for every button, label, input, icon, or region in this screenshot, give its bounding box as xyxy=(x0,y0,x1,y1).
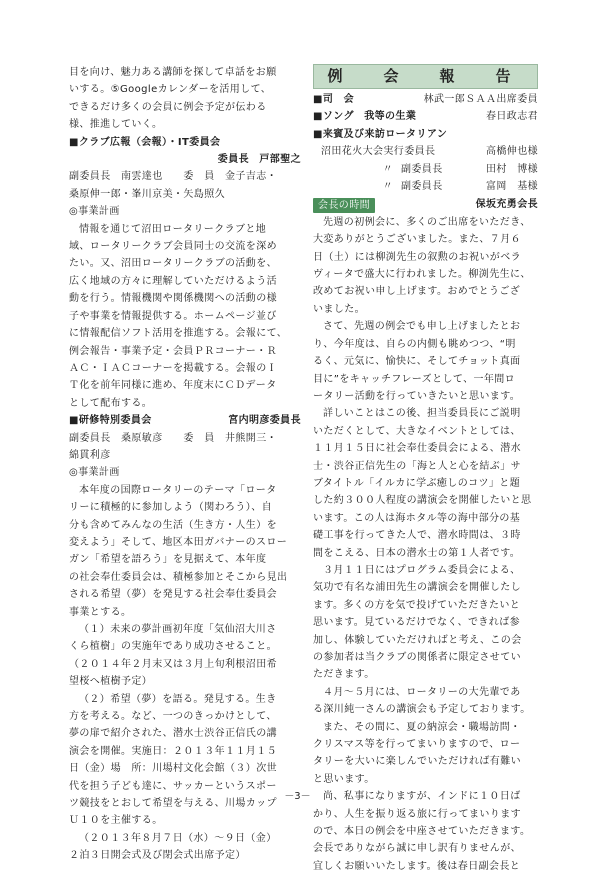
pr-committee-members: 副委員長 南雲達也 委 員 金子吉志・ xyxy=(69,171,277,183)
text-line: 変えよう」そして、地区本田ガバナーのスロー xyxy=(69,536,288,548)
text-line: ２泊３日開会式及び閉会式出席予定） xyxy=(69,850,246,862)
scholarship-dates xyxy=(69,830,301,865)
role-name: 春日政志君 xyxy=(486,111,538,123)
guest-name: 高橋伸也様 xyxy=(486,146,538,158)
text-line: 望桜へ植樹予定） xyxy=(69,676,153,688)
intro-paragraph xyxy=(69,64,301,134)
text-line: クリスマス等を行ってまいりますので、ロー xyxy=(313,739,521,751)
text-line: 礎工事を行ってきた人で、潜水時間は、３時 xyxy=(313,530,521,542)
pr-plan-text xyxy=(69,221,301,412)
text-line: できるだけ多くの会員に例会予定が伝わる xyxy=(69,101,267,113)
text-line: 間をこえる、日本の潜水士の第１人者です。 xyxy=(313,547,521,559)
text-line: の参加者は当クラブの関係者に限定させてい xyxy=(313,652,521,663)
text-line: 演会を開催。実施日：２０１３年１１月１５ xyxy=(69,745,277,757)
text-line: 日（土）には柳渕先生の叙勲のお祝いがベラ xyxy=(313,251,521,263)
pr-committee-heading: ■クラブ広報（会報）・IT委員会 xyxy=(69,136,221,148)
page-number: －3－ xyxy=(284,791,311,802)
text-line: ガン「希望を語ろう」を見据えて、本年度 xyxy=(69,554,267,566)
speech-paragraph xyxy=(313,562,538,684)
ditto-mark: 〃 xyxy=(382,163,393,175)
text-line: さて、先週の例会でも申し上げましたとお xyxy=(323,321,521,333)
text-line: （２０１４年２月末又は３月上旬利根沼田希 xyxy=(69,658,277,670)
guest-name: 田村 博様 xyxy=(486,163,538,175)
text-line: くら植樹」の実施年であり成功させること。 xyxy=(69,641,277,653)
text-line: 気功で有名な浦田先生の講演会を開催したし xyxy=(313,582,521,594)
speech-paragraph xyxy=(313,318,538,405)
text-line: 夢の扉で紹介された、潜水士渋谷正信氏の講 xyxy=(69,728,277,740)
text-line: ので、本日の例会を中座させていただきます。 xyxy=(313,826,531,838)
text-line: ただきます。 xyxy=(313,669,375,681)
text-line: また、その間に、夏の納涼会・職場訪問・ xyxy=(323,721,521,733)
text-line: される希望（夢）を発見する社会奉仕委員会 xyxy=(69,589,277,601)
text-line: として配布する。 xyxy=(69,397,153,409)
scholarship-heading-row xyxy=(69,412,301,429)
text-line: に情報配信ソフト活用を推進する。会報にて、 xyxy=(69,328,288,340)
text-line: 詳しいことはこの後、担当委員長にご説明 xyxy=(323,408,521,420)
pr-committee-members: 桑原伸一郎・峯川京美・矢島照久 xyxy=(69,188,225,200)
text-line: 宜しくお願いいたします。後は春日副会長と xyxy=(313,860,521,872)
text-line: 日（金）場 所：川場村文化会館（３）次世 xyxy=(69,763,277,775)
text-line: した約３００人程度の講演会を開催したいと思 xyxy=(313,495,532,507)
text-line: 思います。見ているだけでなく、できれば参 xyxy=(313,617,520,629)
text-line: 先週の初例会に、多くのご出席をいただき、 xyxy=(323,216,531,228)
text-line: ＡＣ・ＩＡＣコーナーを掲載する。会報のＩ xyxy=(69,362,277,374)
text-line: いただくとして、大きなイベントとしては、 xyxy=(313,425,521,437)
guest-role: 沼田花火大会実行委員長 xyxy=(321,146,436,158)
role-label: ■司 会 xyxy=(313,94,355,105)
pr-plan-label: ◎事業計画 xyxy=(69,206,120,218)
left-column xyxy=(69,64,301,865)
ditto-mark: 〃 xyxy=(382,181,393,193)
text-line: １１月１５日に社会奉仕委員会による、潜水 xyxy=(313,443,521,455)
role-label: ■来賓及び来訪ロータリアン xyxy=(313,128,448,140)
text-line: ます。多くの方を気で投げていただきたいと xyxy=(313,599,521,611)
text-line: 広く地域の方々に理解していただけるよう活 xyxy=(69,275,277,287)
scholarship-committee-heading: ■研修特別委員会 xyxy=(69,415,152,427)
text-line: 例会報告・事業予定・会員ＰＲコーナー・Ｒ xyxy=(69,345,277,357)
guest-role: 副委員長 xyxy=(401,181,443,193)
pr-committee-chair: 委員長 戸部聖之 xyxy=(217,154,301,166)
guest-role: 副委員長 xyxy=(401,163,443,175)
text-line: 尚、私事になりますが、インドに１０日ば xyxy=(323,791,521,803)
scholarship-plan-text xyxy=(69,482,301,621)
text-line: 加し、体験していただければと考え、この会 xyxy=(313,634,522,646)
president-time-header xyxy=(313,196,538,213)
text-line: り、今年度は、自らの内側も眺めつつ、“明 xyxy=(313,338,516,350)
guest-row xyxy=(313,143,538,160)
text-line: たい。又、沼田ロータリークラブの活動を、 xyxy=(69,258,277,270)
text-line: 会長でありながら誠に申し訳有りませんが、 xyxy=(313,843,521,855)
speech-paragraph xyxy=(313,719,538,789)
text-line: タリーを大いに楽しんでいただければ有難い xyxy=(313,756,521,768)
text-line: 改めてお祝い申し上げます。おめでとうござ xyxy=(313,286,521,298)
text-line: ブタイトル「イルカに学ぶ癒しのコツ」と題 xyxy=(313,477,521,489)
speech-paragraph xyxy=(313,684,538,719)
guest-row xyxy=(313,161,538,178)
text-line: （２０１３年８月７日（水）～９日（金） xyxy=(79,832,277,844)
president-time-badge: 会長の時間 xyxy=(313,198,375,213)
text-line: ヴィータで盛大に行われました。柳渕先生に、 xyxy=(313,269,531,281)
scholarship-committee-members: 綿貫利彦 xyxy=(69,449,111,461)
text-line: ３月１１日にはプログラム委員会による、 xyxy=(323,564,521,576)
text-line: （１）未来の夢計画初年度「気仙沼大川さ xyxy=(79,624,277,635)
role-label: ■ソング 我等の生業 xyxy=(313,111,417,123)
text-line: 動を行う。情報機関や関係機関への活動の様 xyxy=(69,293,277,305)
text-line: 士・渋谷正信先生の「海と人と心を結ぶ」サ xyxy=(313,460,521,472)
text-line: る深川純一さんの講演会も予定しております。 xyxy=(313,704,531,716)
text-line: かり、人生を振り返る旅に行ってまいります xyxy=(313,808,521,820)
text-line: 情報を通じて沼田ロータリークラブと地 xyxy=(79,223,267,235)
text-line: 分も含めてみんなの生活（生き方・人生）を xyxy=(69,519,277,531)
text-line: いする。⑤Googleカレンダーを活用して、 xyxy=(69,84,272,96)
scholarship-item-1 xyxy=(69,621,301,691)
text-line: 様、推進していく。 xyxy=(69,119,163,131)
text-line: Ｔ化を前年同様に進め、年度末にＣＤデータ xyxy=(69,380,277,392)
text-line: の社会奉仕委員会は、積極参加とそこから見出 xyxy=(69,571,288,583)
text-line: ４月～５月には、ロータリーの大先輩であ xyxy=(323,686,521,698)
role-name: 林武一郎ＳＡＡ出席委員 xyxy=(423,94,538,105)
right-column xyxy=(313,64,538,875)
role-row-guests xyxy=(313,126,538,143)
guest-row xyxy=(313,178,538,195)
text-line: Ｕ１０を主催する。 xyxy=(69,815,163,827)
role-row-song xyxy=(313,108,538,125)
text-line: 方を考える。など、一つのきっかけとして、 xyxy=(69,711,277,723)
scholarship-plan-label: ◎事業計画 xyxy=(69,467,120,479)
scholarship-committee-chair: 宮内明彦委員長 xyxy=(228,415,301,427)
text-line: （２）希望（夢）を語る。発見する。生き xyxy=(79,693,277,705)
speech-paragraph xyxy=(313,405,538,562)
text-line: います。この人は海ホタル等の海中部分の基 xyxy=(313,512,521,524)
text-line: ツ競技をとおして希望を与える、川場カップ xyxy=(69,798,277,810)
text-line: と思います。 xyxy=(313,773,375,785)
president-name: 保坂充勇会長 xyxy=(475,199,538,211)
pr-committee-section xyxy=(69,134,301,413)
text-line: リーに積極的に参加しよう（関わろう）、自 xyxy=(69,502,272,514)
speech-paragraph xyxy=(313,214,538,318)
text-line: 事業とする。 xyxy=(69,606,132,618)
text-line: いました。 xyxy=(313,303,365,315)
guest-name: 富岡 基様 xyxy=(486,181,538,193)
text-line: るく、元気に、愉快に、そしてチョット真面 xyxy=(313,356,521,368)
text-line: 目を向け、魅力ある講師を探して卓話をお願 xyxy=(69,67,277,78)
text-line: 本年度の国際ロータリーのテーマ「ロータ xyxy=(79,484,277,496)
text-line: 域、ロータリークラブ会員同士の交流を深め xyxy=(69,241,277,253)
text-line: 子や事業を情報提供する。ホームページ並び xyxy=(69,310,277,322)
scholarship-item-2 xyxy=(69,691,301,830)
text-line: ータリー活動を行っていきたいと思います。 xyxy=(313,390,521,402)
text-line: 目に”をキャッチフレーズとして、一年間ロ xyxy=(313,373,516,385)
meeting-report-title: 例 会 報 告 xyxy=(313,64,538,89)
scholarship-committee-members: 副委員長 桑原敏彦 委 員 井熊開三・ xyxy=(69,432,277,444)
text-line: 大変ありがとうございました。また、７月６ xyxy=(313,234,521,246)
text-line: 代を担う子ども達に、サッカーというスポー xyxy=(69,780,277,792)
role-row-mc xyxy=(313,91,538,108)
